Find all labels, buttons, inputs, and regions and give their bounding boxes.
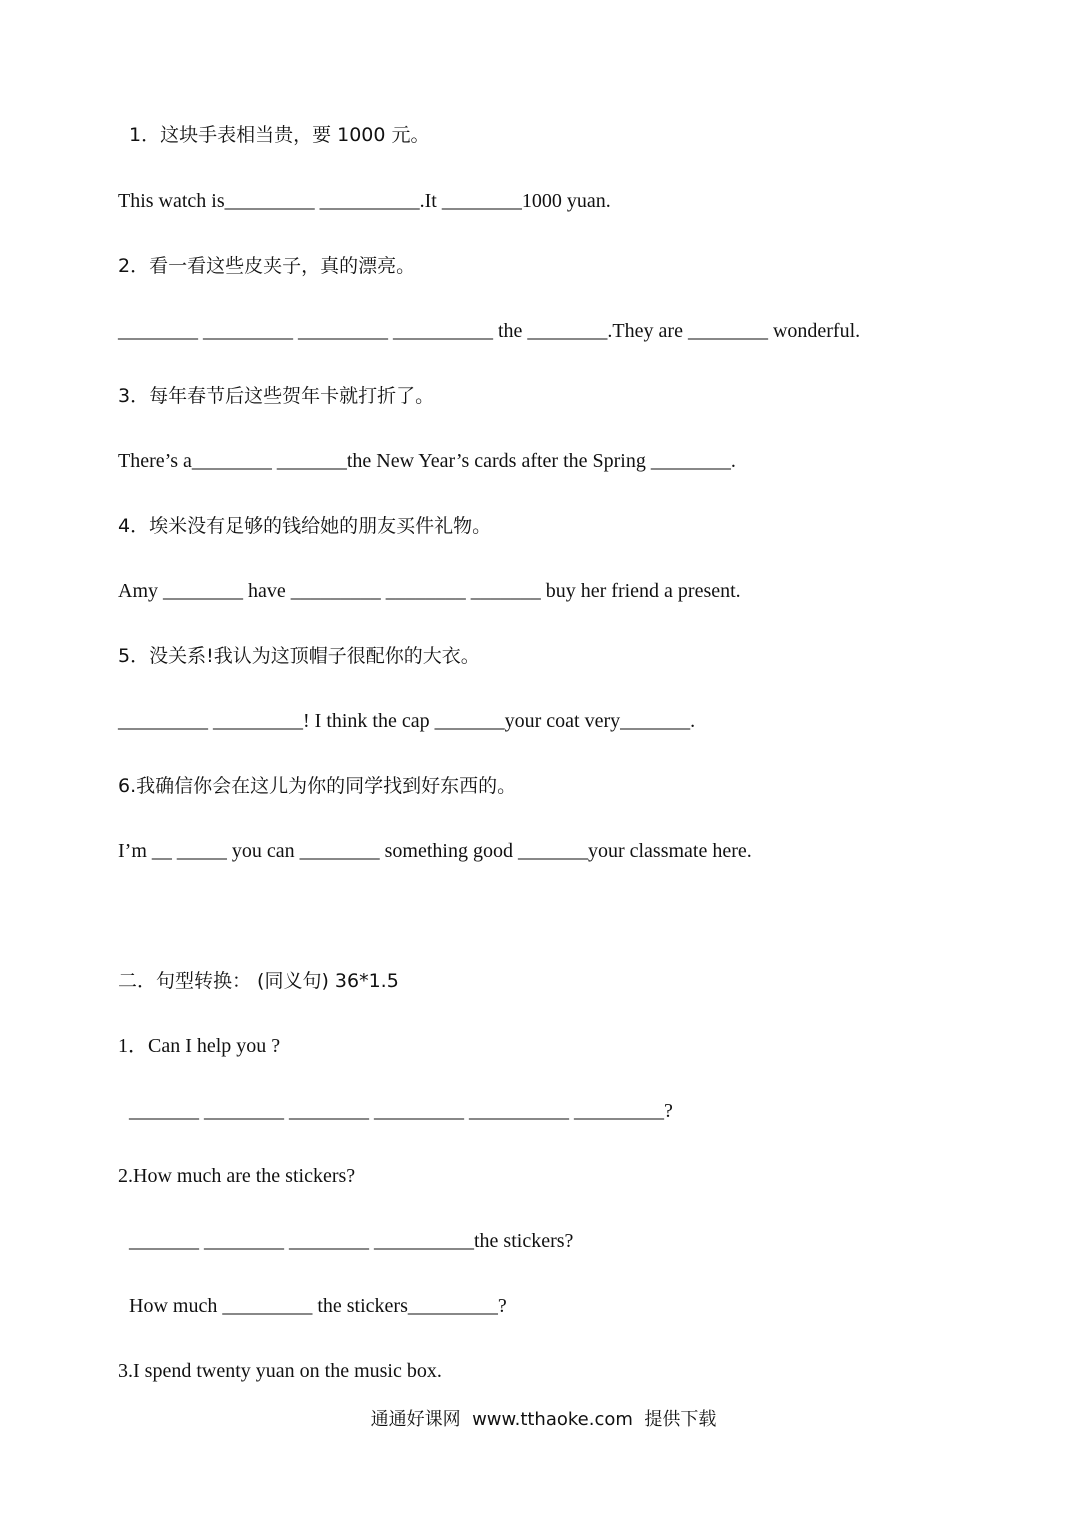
section-2-heading: 二．句型转换： (同义句) 36*1.5 [118, 970, 399, 992]
question-4-chinese: 4．埃米没有足够的钱给她的朋友买件礼物。 [118, 515, 492, 537]
transform-1-answer: _______ ________ ________ _________ __________ _________? [129, 1100, 673, 1122]
question-5-chinese: 5．没关系!我认为这顶帽子很配你的大衣。 [118, 645, 480, 667]
question-4-english: Amy ________ have _________ ________ _______ buy her friend a present. [118, 580, 741, 602]
question-2-chinese: 2．看一看这些皮夹子，真的漂亮。 [118, 255, 416, 277]
question-6-english: I’m __ _____ you can ________ something good _______your classmate here. [118, 840, 752, 862]
transform-3-prompt: 3.I spend twenty yuan on the music box. [118, 1360, 442, 1382]
transform-2-answer-a: _______ ________ ________ __________the stickers? [129, 1230, 574, 1252]
question-1-chinese: 1．这块手表相当贵，要 1000 元。 [129, 124, 430, 146]
transform-1-prompt: 1．Can I help you ? [118, 1035, 281, 1057]
question-3-english: There’s a________ _______the New Year’s cards after the Spring ________. [118, 450, 736, 472]
page-footer: 通通好课网 www.tthaoke.com 提供下载 [370, 1409, 717, 1430]
question-1-english: This watch is_________ __________.It ________1000 yuan. [118, 190, 611, 212]
question-5-english: _________ _________! I think the cap _______your coat very_______. [118, 710, 696, 732]
question-3-chinese: 3．每年春节后这些贺年卡就打折了。 [118, 385, 435, 407]
question-2-english: ________ _________ _________ __________ the ________.They are ________ wonderful. [118, 320, 861, 342]
transform-2-prompt: 2.How much are the stickers? [118, 1165, 356, 1187]
transform-2-answer-b: How much _________ the stickers_________? [129, 1295, 507, 1317]
question-6-chinese: 6.我确信你会在这儿为你的同学找到好东西的。 [118, 775, 517, 797]
